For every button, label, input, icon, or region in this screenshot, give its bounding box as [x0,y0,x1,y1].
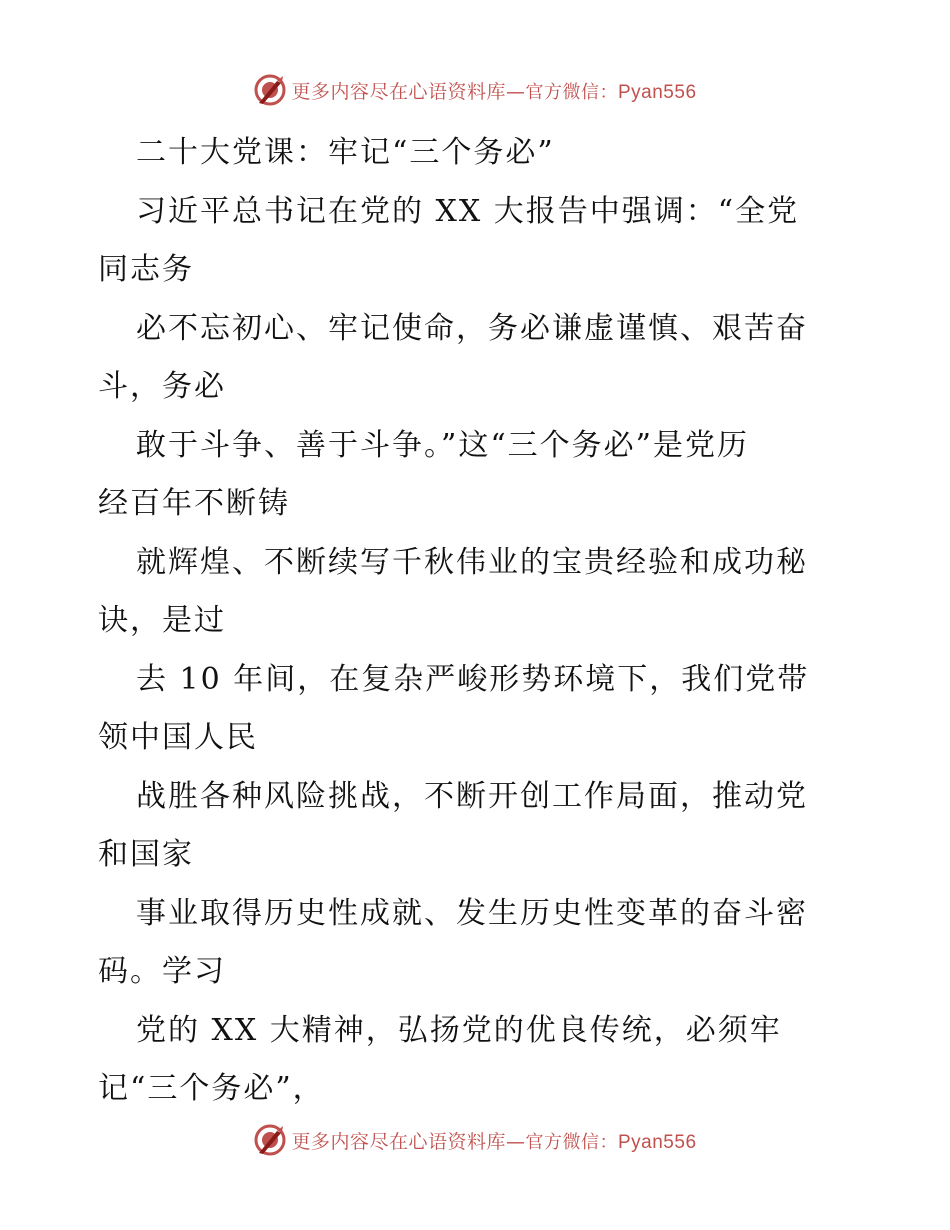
text-line: 和国家 [98,837,194,872]
watermark-wechat-label: 官方微信： [525,81,618,103]
watermark-separator: — [506,80,526,103]
text-line: 码。学习 [98,954,226,989]
watermark-main: 更多内容尽在心语资料库 [291,80,506,103]
quill-logo-icon [253,1123,287,1157]
text-line: 战胜各种风险挑战，不断开创工作局面，推动党 [136,778,808,814]
text-line: 记“三个务必”， [98,1071,325,1106]
document-body [98,124,858,1119]
text-line: 诀，是过 [98,603,226,638]
text-line: 就辉煌、不断续写千秋伟业的宝贵经验和成功秘 [136,544,808,580]
text-line: 斗，务必 [98,369,226,404]
text-line: 去 10 年间，在复杂严峻形势环境下，我们党带 [136,661,810,697]
text-line: 必不忘初心、牢记使命，务必谦虚谨慎、艰苦奋 [136,310,808,346]
watermark-separator: — [506,1130,526,1153]
text-line: 习近平总书记在党的 XX 大报告中强调：“全党 [136,193,800,229]
text-line: 敢于斗争、善于斗争。”这“三个务必”是党历 [136,427,750,463]
watermark-wechat-id: Pyan556 [618,81,697,103]
watermark-text [291,77,696,104]
footer-watermark-banner [0,1120,950,1160]
text-line: 领中国人民 [98,720,258,755]
text-line: 经百年不断铸 [98,486,290,521]
watermark-text [291,1127,696,1154]
quill-logo-icon [253,73,287,107]
text-line: 事业取得历史性成就、发生历史性变革的奋斗密 [136,895,808,931]
header-watermark-banner [0,70,950,110]
watermark-wechat-label: 官方微信： [525,1131,618,1153]
document-title-line: 二十大党课：牢记“三个务必” [136,135,555,170]
text-line: 同志务 [98,252,194,287]
watermark-wechat-id: Pyan556 [618,1131,697,1153]
text-line: 党的 XX 大精神，弘扬党的优良传统，必须牢 [136,1012,782,1048]
watermark-main: 更多内容尽在心语资料库 [291,1130,506,1153]
